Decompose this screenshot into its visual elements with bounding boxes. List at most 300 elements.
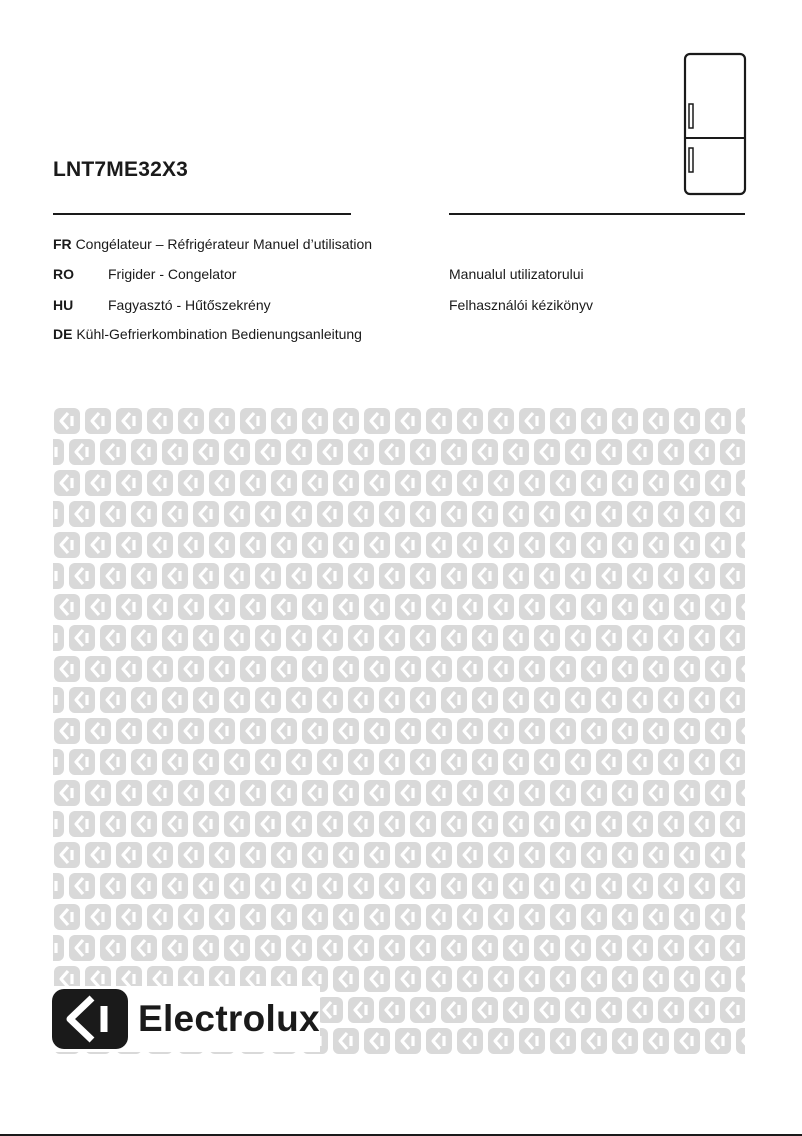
pattern-tile (457, 966, 483, 992)
pattern-tile (627, 873, 653, 899)
pattern-tile (100, 563, 126, 589)
pattern-tile (426, 594, 452, 620)
pattern-tile (441, 997, 467, 1023)
pattern-tile (720, 625, 745, 651)
pattern-tile (674, 842, 700, 868)
pattern-tile (534, 997, 560, 1023)
pattern-tile (534, 625, 560, 651)
pattern-tile (736, 532, 745, 558)
pattern-tile (317, 501, 343, 527)
pattern-tile (317, 873, 343, 899)
pattern-tile (395, 842, 421, 868)
pattern-tile (441, 811, 467, 837)
pattern-tile (395, 408, 421, 434)
pattern-tile (720, 687, 745, 713)
pattern-tile (53, 873, 64, 899)
pattern-tile (255, 749, 281, 775)
pattern-tile (689, 563, 715, 589)
pattern-tile (441, 935, 467, 961)
pattern-tile (736, 966, 745, 992)
pattern-tile (224, 749, 250, 775)
pattern-tile (271, 594, 297, 620)
pattern-tile (519, 966, 545, 992)
pattern-tile (627, 439, 653, 465)
pattern-tile (689, 439, 715, 465)
pattern-tile (441, 687, 467, 713)
pattern-tile (457, 532, 483, 558)
pattern-tile (426, 966, 452, 992)
pattern-tile (333, 1028, 359, 1054)
pattern-tile (209, 594, 235, 620)
pattern-tile (53, 501, 64, 527)
pattern-tile (333, 966, 359, 992)
pattern-tile (379, 439, 405, 465)
pattern-tile (147, 532, 173, 558)
pattern-tile (53, 811, 64, 837)
pattern-tile (658, 997, 684, 1023)
pattern-tile (581, 842, 607, 868)
pattern-tile (565, 687, 591, 713)
pattern-tile (364, 842, 390, 868)
pattern-tile (581, 408, 607, 434)
pattern-tile (689, 687, 715, 713)
pattern-tile (519, 904, 545, 930)
pattern-tile (472, 625, 498, 651)
pattern-tile (441, 625, 467, 651)
pattern-tile (53, 749, 64, 775)
pattern-tile (534, 811, 560, 837)
pattern-tile (147, 408, 173, 434)
pattern-tile (643, 470, 669, 496)
pattern-tile (519, 594, 545, 620)
pattern-tile (658, 935, 684, 961)
pattern-tile (426, 842, 452, 868)
pattern-tile (317, 997, 343, 1023)
pattern-tile (643, 408, 669, 434)
pattern-tile (209, 532, 235, 558)
pattern-tile (162, 749, 188, 775)
pattern-tile (426, 656, 452, 682)
pattern-tile (162, 935, 188, 961)
pattern-tile (441, 439, 467, 465)
pattern-tile (116, 656, 142, 682)
pattern-tile (302, 408, 328, 434)
pattern-tile (116, 532, 142, 558)
pattern-tile (147, 594, 173, 620)
pattern-tile (54, 532, 80, 558)
pattern-tile (457, 904, 483, 930)
pattern-tile (689, 935, 715, 961)
pattern-tile (255, 439, 281, 465)
pattern-tile (550, 594, 576, 620)
pattern-tile (689, 997, 715, 1023)
pattern-tile (534, 749, 560, 775)
pattern-tile (581, 966, 607, 992)
pattern-tile (658, 625, 684, 651)
pattern-tile (395, 780, 421, 806)
pattern-tile (302, 842, 328, 868)
pattern-tile (224, 935, 250, 961)
pattern-tile (472, 811, 498, 837)
pattern-tile (674, 470, 700, 496)
pattern-tile (286, 439, 312, 465)
pattern-tile (565, 439, 591, 465)
pattern-tile (302, 904, 328, 930)
pattern-tile (674, 594, 700, 620)
pattern-tile (131, 749, 157, 775)
pattern-tile (581, 718, 607, 744)
pattern-tile (333, 842, 359, 868)
pattern-tile (457, 594, 483, 620)
pattern-tile (658, 749, 684, 775)
pattern-tile (488, 532, 514, 558)
pattern-tile (426, 1028, 452, 1054)
pattern-tile (519, 842, 545, 868)
pattern-tile (116, 470, 142, 496)
pattern-tile (410, 873, 436, 899)
pattern-tile (178, 780, 204, 806)
pattern-tile (550, 1028, 576, 1054)
pattern-tile (674, 718, 700, 744)
pattern-tile (612, 966, 638, 992)
pattern-tile (317, 439, 343, 465)
pattern-tile (255, 811, 281, 837)
pattern-tile (674, 656, 700, 682)
pattern-tile (348, 501, 374, 527)
pattern-tile (224, 563, 250, 589)
pattern-tile (240, 408, 266, 434)
pattern-tile (85, 842, 111, 868)
pattern-tile (131, 935, 157, 961)
pattern-tile (53, 625, 64, 651)
pattern-tile (503, 811, 529, 837)
pattern-tile (581, 1028, 607, 1054)
pattern-tile (302, 656, 328, 682)
pattern-tile (472, 563, 498, 589)
pattern-tile (472, 749, 498, 775)
pattern-tile (69, 749, 95, 775)
language-line-fr (53, 235, 372, 253)
pattern-tile (612, 842, 638, 868)
pattern-tile (348, 563, 374, 589)
pattern-tile (100, 625, 126, 651)
pattern-tile (54, 408, 80, 434)
pattern-tile (658, 811, 684, 837)
pattern-tile (286, 873, 312, 899)
pattern-tile (178, 842, 204, 868)
pattern-tile (116, 408, 142, 434)
pattern-tile (720, 439, 745, 465)
pattern-tile (565, 625, 591, 651)
pattern-tile (193, 625, 219, 651)
pattern-tile (627, 811, 653, 837)
pattern-tile (178, 718, 204, 744)
pattern-tile (488, 780, 514, 806)
pattern-tile (426, 532, 452, 558)
pattern-tile (162, 811, 188, 837)
pattern-tile (643, 1028, 669, 1054)
pattern-tile (643, 656, 669, 682)
pattern-tile (85, 904, 111, 930)
pattern-tile (488, 842, 514, 868)
pattern-tile (627, 501, 653, 527)
pattern-tile (178, 532, 204, 558)
pattern-tile (488, 408, 514, 434)
pattern-tile (736, 408, 745, 434)
brand-pattern (53, 406, 745, 1064)
pattern-tile (658, 501, 684, 527)
pattern-tile (395, 718, 421, 744)
pattern-tile (534, 687, 560, 713)
pattern-tile (519, 532, 545, 558)
pattern-tile (333, 904, 359, 930)
pattern-tile (472, 501, 498, 527)
pattern-tile (209, 904, 235, 930)
pattern-tile (364, 656, 390, 682)
pattern-tile (395, 470, 421, 496)
pattern-tile (364, 904, 390, 930)
language-code: FR (53, 236, 72, 252)
pattern-tile (410, 811, 436, 837)
pattern-tile (85, 532, 111, 558)
pattern-tile (53, 687, 64, 713)
pattern-tile (689, 873, 715, 899)
pattern-tile (457, 780, 483, 806)
pattern-tile (379, 563, 405, 589)
pattern-tile (441, 563, 467, 589)
pattern-tile (705, 594, 731, 620)
pattern-tile (193, 811, 219, 837)
pattern-tile (100, 749, 126, 775)
pattern-tile (317, 625, 343, 651)
manual-title: Felhasználói kézikönyv (449, 297, 593, 313)
pattern-tile (410, 935, 436, 961)
pattern-tile (116, 718, 142, 744)
pattern-tile (286, 811, 312, 837)
pattern-tile (519, 408, 545, 434)
pattern-tile (612, 532, 638, 558)
pattern-tile (596, 625, 622, 651)
pattern-tile (379, 625, 405, 651)
pattern-tile (271, 904, 297, 930)
pattern-tile (441, 749, 467, 775)
electrolux-logo-icon (50, 986, 130, 1052)
pattern-tile (317, 687, 343, 713)
pattern-tile (534, 501, 560, 527)
pattern-tile (100, 687, 126, 713)
pattern-tile (54, 594, 80, 620)
pattern-tile (348, 811, 374, 837)
pattern-tile (364, 470, 390, 496)
pattern-tile (503, 997, 529, 1023)
pattern-tile (379, 749, 405, 775)
manual-title: Manualul utilizatorului (449, 266, 584, 282)
pattern-tile (131, 873, 157, 899)
pattern-tile (271, 718, 297, 744)
pattern-tile (69, 625, 95, 651)
pattern-tile (705, 904, 731, 930)
pattern-tile (147, 718, 173, 744)
pattern-tile (302, 532, 328, 558)
pattern-tile (286, 563, 312, 589)
pattern-tile (565, 563, 591, 589)
pattern-tile (534, 935, 560, 961)
pattern-tile (317, 749, 343, 775)
pattern-tile (503, 687, 529, 713)
pattern-tile (550, 656, 576, 682)
pattern-tile (627, 563, 653, 589)
pattern-tile (333, 408, 359, 434)
pattern-tile (612, 656, 638, 682)
pattern-tile (53, 439, 64, 465)
pattern-tile (503, 563, 529, 589)
pattern-tile (69, 811, 95, 837)
pattern-tile (271, 532, 297, 558)
pattern-tile (643, 966, 669, 992)
pattern-tile (85, 780, 111, 806)
pattern-tile (720, 811, 745, 837)
pattern-tile (689, 749, 715, 775)
pattern-tile (364, 966, 390, 992)
pattern-tile (255, 563, 281, 589)
pattern-tile (131, 687, 157, 713)
model-number: LNT7ME32X3 (53, 158, 189, 181)
pattern-tile (193, 439, 219, 465)
pattern-tile (658, 563, 684, 589)
pattern-tile (596, 501, 622, 527)
pattern-tile (627, 687, 653, 713)
pattern-tile (147, 842, 173, 868)
pattern-tile (348, 997, 374, 1023)
pattern-tile (503, 625, 529, 651)
pattern-tile (224, 625, 250, 651)
pattern-tile (162, 501, 188, 527)
pattern-tile (488, 904, 514, 930)
pattern-tile (379, 935, 405, 961)
pattern-tile (426, 718, 452, 744)
pattern-tile (519, 470, 545, 496)
pattern-tile (131, 625, 157, 651)
pattern-tile (519, 780, 545, 806)
divider-right (449, 213, 745, 215)
pattern-tile (426, 904, 452, 930)
pattern-tile (147, 656, 173, 682)
pattern-tile (147, 470, 173, 496)
pattern-tile (193, 563, 219, 589)
pattern-tile (379, 811, 405, 837)
language-line-de (53, 325, 362, 343)
pattern-tile (379, 873, 405, 899)
pattern-tile (69, 439, 95, 465)
pattern-tile (488, 966, 514, 992)
pattern-tile (255, 873, 281, 899)
pattern-tile (286, 749, 312, 775)
pattern-tile (736, 594, 745, 620)
pattern-tile (379, 997, 405, 1023)
pattern-tile (364, 718, 390, 744)
product-title: Kühl-Gefrierkombination Bedienungsanleitung (76, 326, 362, 342)
pattern-tile (410, 749, 436, 775)
pattern-tile (100, 501, 126, 527)
pattern-tile (674, 408, 700, 434)
pattern-tile (271, 470, 297, 496)
pattern-tile (224, 687, 250, 713)
pattern-tile (550, 532, 576, 558)
pattern-tile (736, 718, 745, 744)
pattern-tile (178, 594, 204, 620)
pattern-tile (627, 935, 653, 961)
pattern-tile (503, 501, 529, 527)
pattern-tile (100, 811, 126, 837)
pattern-tile (550, 966, 576, 992)
pattern-tile (364, 594, 390, 620)
pattern-tile (720, 997, 745, 1023)
pattern-tile (720, 749, 745, 775)
pattern-tile (410, 625, 436, 651)
pattern-tile (333, 718, 359, 744)
pattern-tile (162, 625, 188, 651)
pattern-tile (565, 873, 591, 899)
pattern-tile (209, 842, 235, 868)
pattern-tile (720, 873, 745, 899)
pattern-tile (426, 408, 452, 434)
pattern-tile (612, 470, 638, 496)
pattern-tile (472, 997, 498, 1023)
fridge-freezer-icon (683, 52, 747, 196)
pattern-tile (627, 749, 653, 775)
pattern-tile (720, 501, 745, 527)
pattern-tile (581, 656, 607, 682)
pattern-tile (302, 594, 328, 620)
brand-logo (50, 986, 320, 1052)
pattern-tile (612, 904, 638, 930)
pattern-tile (643, 904, 669, 930)
pattern-tile (286, 501, 312, 527)
pattern-tile (596, 563, 622, 589)
pattern-tile (643, 842, 669, 868)
pattern-tile (674, 904, 700, 930)
pattern-tile (550, 408, 576, 434)
pattern-tile (534, 563, 560, 589)
pattern-tile (550, 904, 576, 930)
pattern-tile (643, 532, 669, 558)
pattern-tile (705, 718, 731, 744)
pattern-tile (534, 439, 560, 465)
pattern-tile (178, 904, 204, 930)
pattern-tile (612, 718, 638, 744)
language-line-hu (53, 296, 73, 314)
pattern-tile (689, 501, 715, 527)
pattern-tile (519, 656, 545, 682)
pattern-tile (565, 501, 591, 527)
pattern-tile (116, 594, 142, 620)
pattern-tile (85, 408, 111, 434)
pattern-tile (271, 842, 297, 868)
pattern-tile (379, 687, 405, 713)
pattern-tile (457, 656, 483, 682)
pattern-tile (581, 532, 607, 558)
pattern-tile (519, 1028, 545, 1054)
pattern-tile (441, 501, 467, 527)
divider-left (53, 213, 351, 215)
pattern-tile (565, 749, 591, 775)
pattern-tile (85, 656, 111, 682)
pattern-tile (178, 656, 204, 682)
pattern-tile (689, 811, 715, 837)
pattern-tile (627, 997, 653, 1023)
pattern-tile (503, 439, 529, 465)
pattern-tile (550, 718, 576, 744)
